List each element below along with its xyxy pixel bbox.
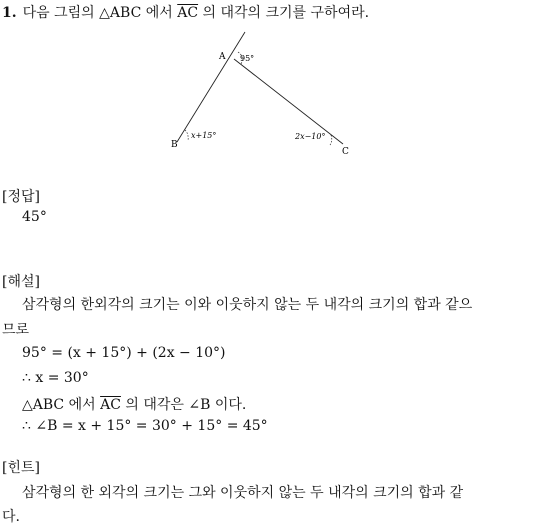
question-number: 1. [2, 5, 17, 21]
explanation-equation-2: ∴ x = 30° [22, 370, 89, 386]
hint-line-2: 다. [2, 509, 20, 525]
answer-label: [정답] [2, 189, 40, 205]
explanation-line-2: 므로 [2, 322, 30, 338]
side-ac [234, 59, 343, 144]
explanation-eq3-post: 의 대각은 ∠B 이다. [120, 397, 247, 413]
angle-c-label: 2x−10° [295, 132, 326, 141]
explanation-equation-1: 95° = (x + 15°) + (2x − 10°) [22, 345, 226, 361]
question-text-post: 의 대각의 크기를 구하여라. [198, 5, 370, 21]
vertex-c-label: C [342, 147, 349, 157]
vertex-b-label: B [171, 140, 178, 150]
angle-b-label: x+15° [191, 131, 217, 140]
question-text-pre: 다음 그림의 △ABC 에서 [22, 5, 178, 21]
question-segment: $\overline{AC}$ [177, 5, 199, 21]
angle-c-arc [330, 135, 332, 145]
explanation-label: [해설] [2, 274, 40, 290]
triangle-figure [165, 30, 365, 160]
angle-a-label: 95° [240, 54, 255, 63]
angle-b-arc [185, 130, 188, 141]
question [2, 2, 369, 22]
answer-value: 45° [22, 209, 47, 225]
explanation-equation-3 [22, 394, 246, 414]
explanation-equation-4: ∴ ∠B = x + 15° = 30° + 15° = 45° [22, 418, 268, 434]
hint-label: [힌트] [2, 460, 40, 476]
explanation-eq3-segment: $\overline{AC}$ [100, 397, 121, 413]
explanation-line-1: 삼각형의 한외각의 크기는 이와 이웃하지 않는 두 내각의 크기의 합과 같으 [22, 297, 473, 313]
explanation-eq3-pre: △ABC 에서 [22, 397, 101, 413]
vertex-a-label: A [219, 52, 226, 62]
side-ab-extended [177, 32, 245, 142]
hint-line-1: 삼각형의 한 외각의 크기는 그와 이웃하지 않는 두 내각의 크기의 합과 같 [22, 485, 464, 501]
